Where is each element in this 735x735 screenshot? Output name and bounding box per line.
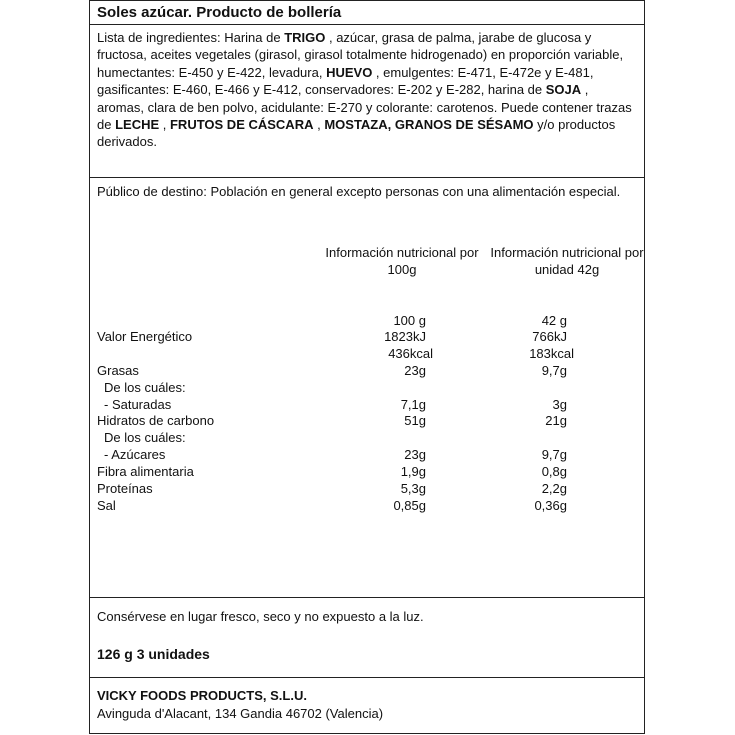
target-audience: Público de destino: Población en general excepto personas con una alimentación especial.: [97, 184, 621, 199]
company-address: Avinguda d'Alacant, 134 Gandia 46702 (Valencia): [97, 706, 384, 721]
nutrient-label: - Azúcares: [104, 447, 166, 462]
nutrient-value-100g: 0,85g: [393, 498, 426, 513]
nutrient-label: De los cuáles:: [104, 380, 186, 395]
ingredients-list: [97, 29, 633, 151]
ingredient-text: y/o productos derivados.: [97, 117, 616, 150]
allergen: TRIGO: [284, 30, 326, 45]
title-divider: [90, 24, 644, 25]
net-weight: 126 g 3 unidades: [97, 646, 210, 662]
nutrient-label: - Saturadas: [104, 397, 172, 412]
energy-kj-unit: 766kJ: [532, 329, 567, 344]
product-title: Soles azúcar. Producto de bollería: [97, 4, 342, 21]
nutrient-value-unit: 0,8g: [541, 464, 567, 479]
allergen: FRUTOS DE CÁSCARA: [169, 117, 314, 133]
nutrient-label: Sal: [97, 498, 116, 513]
nutrient-value-100g: 5,3g: [400, 481, 426, 496]
col2-portion: 42 g: [541, 313, 567, 328]
energy-kj-100g: 1823kJ: [384, 329, 426, 344]
ingredient-text: Lista de ingredientes: Harina de: [97, 30, 285, 45]
nutrient-value-unit: 3g: [552, 397, 567, 412]
nutrient-label: De los cuáles:: [104, 430, 186, 445]
col1-portion: 100 g: [393, 313, 426, 328]
ingredient-text: , azúcar, grasa de palma, jarabe de glucosa y fructosa, aceites vegetales (girasol, girasol totalmente hidrogenado) en proporción variable, humectantes: E-450 y E-422, levadura,: [97, 30, 624, 80]
nutrient-label: Fibra alimentaria: [97, 464, 194, 479]
allergen: SOJA: [545, 82, 582, 98]
nutrition-col2-header: Información nutricional por unidad 42g: [490, 245, 644, 278]
label-sheet: [89, 0, 645, 734]
nutrient-value-100g: 7,1g: [400, 397, 426, 412]
nutrient-label: Grasas: [97, 363, 139, 378]
allergen: MOSTAZA, GRANOS DE SÉSAMO: [324, 117, 534, 133]
nutrient-value-unit: 2,2g: [541, 481, 567, 496]
footer-divider: [90, 677, 644, 678]
nutrient-label: Hidratos de carbono: [97, 413, 215, 428]
nutrition-col1-header: Información nutricional por 100g: [325, 245, 479, 278]
ingredient-text: ,: [159, 117, 170, 133]
energy-kcal-100g: 436kcal: [388, 346, 433, 361]
ingredient-text: ,: [313, 117, 325, 133]
ingredient-text: , emulgentes: E-471, E-472e y E-481, gasificantes: E-460, E-466 y E-412, conservadores: E-202 y E-282, harina de: [97, 64, 594, 98]
ingredients-divider: [90, 177, 644, 178]
nutrient-label: Proteínas: [97, 481, 153, 496]
nutrient-value-unit: 9,7g: [541, 447, 567, 462]
nutrient-value-100g: 23g: [404, 363, 426, 378]
nutrient-value-unit: 21g: [545, 413, 567, 428]
nutrient-value-unit: 0,36g: [534, 498, 567, 513]
ingredient-text: , aromas, clara de ben polvo, acidulante: E-270 y colorante: carotenos. Puede contener trazas de: [97, 82, 632, 133]
storage-instructions: Consérvese en lugar fresco, seco y no expuesto a la luz.: [97, 609, 424, 624]
nutrient-value-100g: 23g: [404, 447, 426, 462]
allergen: LECHE: [115, 117, 160, 133]
table-divider: [90, 597, 644, 598]
energy-label: Valor Energético: [97, 329, 193, 344]
company-name: VICKY FOODS PRODUCTS, S.L.U.: [97, 688, 307, 703]
nutrient-value-unit: 9,7g: [541, 363, 567, 378]
energy-kcal-unit: 183kcal: [529, 346, 574, 361]
allergen: HUEVO: [326, 64, 373, 80]
nutrient-value-100g: 1,9g: [400, 464, 426, 479]
nutrient-value-100g: 51g: [404, 413, 426, 428]
